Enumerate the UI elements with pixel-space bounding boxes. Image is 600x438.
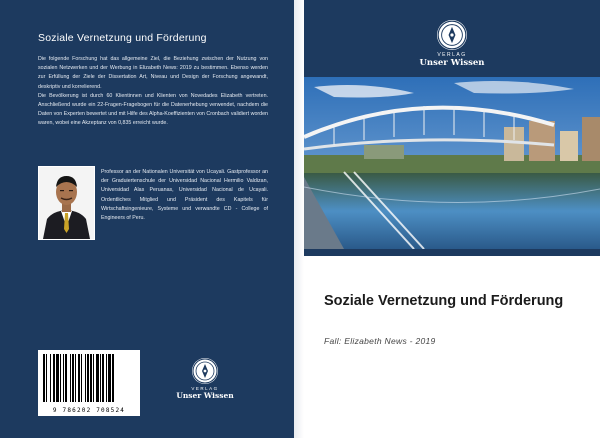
back-cover-title: Soziale Vernetzung und Förderung [38,32,207,44]
publisher-verlag-label: VERLAG [437,52,467,58]
publisher-name: Unser Wissen [176,391,234,400]
back-cover [0,0,294,438]
publisher-verlag-label: VERLAG [191,386,219,391]
back-cover-blurb [38,55,268,129]
author-photo [38,166,95,240]
front-cover [304,0,600,438]
book-spine [294,0,304,438]
front-publisher-logo [414,20,490,68]
back-publisher-logo [170,358,240,408]
front-author-name: Jorge Luis Hilario Rivas [324,258,458,269]
front-title: Soziale Vernetzung und Förderung [324,293,564,309]
author-bio: Professor an der Nationalen Universität von Ucayali. Gastprofessor an der Graduiertenschule der Universidad Nacional Hermilio Valdizan, Universidad Alas Peruanas, Universidad Nacional de Ucayali. Ordentliches Mitglied und Präsident des Kapitels für Wirtschaftsingenieure, Systeme und verwandte CD - College of Engineers of Peru. [101,169,268,222]
cover-photo [304,77,600,249]
publisher-emblem-icon [437,20,467,50]
blurb-paragraph-2: Die Bevölkerung ist durch 60 Klientinnen und Klienten von Novedades Elizabeth vertreten. Anschließend wurde ein 22-Fragen-Fragebogen für die Datenerhebung verwendet, nachdem die Daten von Experten bewertet und mit Hilfe des Alpha-Koeffizienten von Cronbach validiert worden waren, wobei eine Akzeptanz von 0,835 erreicht wurde. [38,92,268,127]
blurb-paragraph-1: Die folgende Forschung hat das allgemeine Ziel, die Beziehung zwischen der Nutzung von sozialen Netzwerken und der Werbung in Elizabeth News: 2019 zu bestimmen. Ebenso werden zur Erfüllung der Ziele der Dissertation Art, Niveau und Design der Forschung angewandt, deskriptiv und korrelierend. [38,56,268,90]
barcode-bars [42,354,136,404]
author-portrait-icon [39,167,94,239]
bridge-photo-icon [304,77,600,249]
front-subtitle: Fall: Elizabeth News - 2019 [324,336,436,346]
isbn-number: 9 786202 708524 [52,407,126,414]
publisher-name: Unser Wissen [419,58,485,68]
publisher-emblem-icon [192,358,218,384]
isbn-barcode [38,350,140,416]
